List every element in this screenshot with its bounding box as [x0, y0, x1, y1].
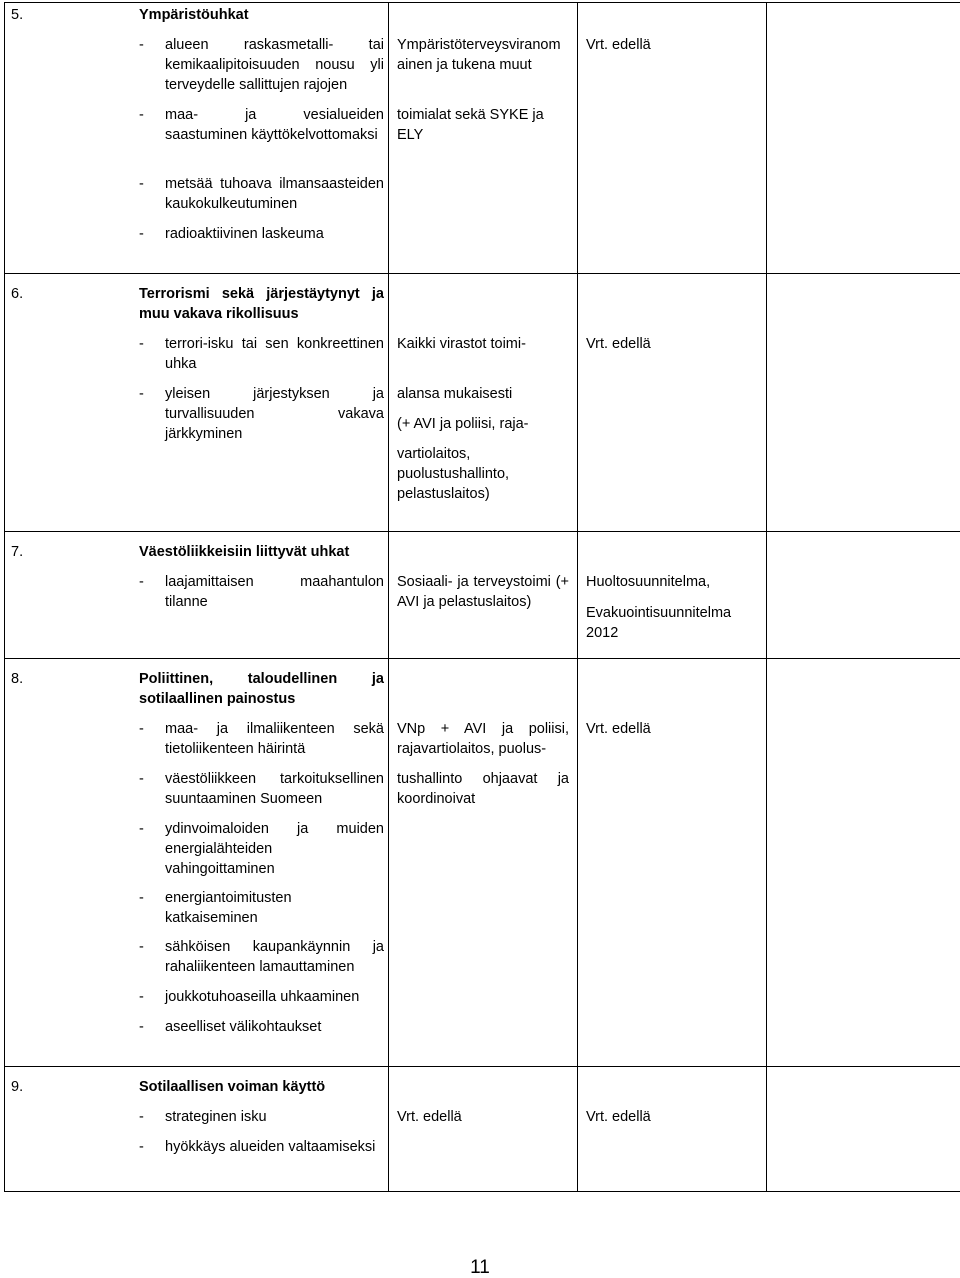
list-item [139, 105, 384, 145]
list-dash: - [139, 987, 144, 1007]
list-item-text: maa- ja vesialueiden saastuminen käyttökelvottomaksi [165, 105, 384, 145]
list-item-text: energiantoimitusten katkaiseminen [165, 888, 384, 928]
list-item-text: maa- ja ilmaliikenteen sekä tietoliikenteen häirintä [165, 719, 384, 759]
empty-cell [767, 1067, 960, 1192]
list-dash: - [139, 174, 144, 194]
list-dash: - [139, 937, 144, 957]
table-row [5, 1067, 960, 1192]
list-dash: - [139, 334, 144, 354]
section-number: 6. [11, 284, 23, 304]
plans-text: Vrt. edellä [586, 719, 758, 739]
authority-text: alansa mukaisesti [397, 384, 569, 404]
table-row [5, 532, 960, 659]
section-title: Sotilaallisen voiman käyttö [139, 1077, 382, 1097]
list-item-text: terrori-isku tai sen konkreettinen uhka [165, 334, 384, 374]
plans-cell [578, 659, 767, 1067]
list-item-text: väestöliikkeen tarkoituksellinen suuntaaminen Suomeen [165, 769, 384, 809]
list-item [139, 1107, 384, 1127]
threat-description-cell [5, 532, 389, 659]
list-item [139, 1137, 384, 1157]
list-item [139, 819, 384, 879]
authority-text: Vrt. edellä [397, 1107, 569, 1127]
list-item [139, 224, 384, 244]
list-item [139, 572, 384, 612]
list-item [139, 334, 384, 374]
list-item-text: ydinvoimaloiden ja muiden energialähteiden vahingoittaminen [165, 819, 384, 879]
plans-text: Vrt. edellä [586, 35, 758, 55]
plans-cell [578, 3, 767, 274]
list-dash: - [139, 224, 144, 244]
section-number: 9. [11, 1077, 23, 1097]
threat-description-cell [5, 659, 389, 1067]
list-item-text: hyökkäys alueiden valtaamiseksi [165, 1137, 384, 1157]
list-item-text: aseelliset välikohtaukset [165, 1017, 384, 1037]
list-item-text: alueen raskasmetalli- tai kemikaalipitoisuuden nousu yli terveydelle sallittujen rajojen [165, 35, 384, 95]
threat-table [4, 2, 960, 1192]
list-dash: - [139, 1107, 144, 1127]
table-row [5, 3, 960, 274]
authority-text: VNp + AVI ja poliisi, rajavartiolaitos, puolus- [397, 719, 569, 759]
plans-text: Evakuointisuunnitelma 2012 [586, 603, 766, 643]
empty-cell [767, 3, 960, 274]
list-item-text: metsää tuhoava ilmansaasteiden kaukokulkeutuminen [165, 174, 384, 214]
responsible-authority-cell [389, 274, 578, 532]
document-page [4, 2, 957, 1192]
plans-text: Vrt. edellä [586, 1107, 758, 1127]
list-item [139, 35, 384, 95]
list-dash: - [139, 35, 144, 55]
list-item [139, 769, 384, 809]
responsible-authority-cell [389, 1067, 578, 1192]
list-dash: - [139, 572, 144, 592]
plans-cell [578, 1067, 767, 1192]
authority-text: Kaikki virastot toimi- [397, 334, 569, 354]
list-item [139, 888, 384, 928]
section-number: 7. [11, 542, 23, 562]
authority-text: (+ AVI ja poliisi, raja- [397, 414, 569, 434]
list-dash: - [139, 769, 144, 789]
plans-text: Vrt. edellä [586, 334, 758, 354]
list-dash: - [139, 384, 144, 404]
section-title: Ympäristöuhkat [139, 5, 382, 25]
section-number: 5. [11, 5, 23, 25]
list-item-text: yleisen järjestyksen ja turvallisuuden vakava järkkyminen [165, 384, 384, 444]
list-item-text: strateginen isku [165, 1107, 384, 1127]
threat-description-cell [5, 3, 389, 274]
table-row [5, 659, 960, 1067]
list-item-text: laajamittaisen maahantulon tilanne [165, 572, 384, 612]
section-number: 8. [11, 669, 23, 689]
list-dash: - [139, 719, 144, 739]
list-item-text: radioaktiivinen laskeuma [165, 224, 384, 244]
table-row [5, 274, 960, 532]
responsible-authority-cell [389, 3, 578, 274]
empty-cell [767, 532, 960, 659]
authority-text: vartiolaitos, puolustushallinto, pelastuslaitos) [397, 444, 569, 504]
list-dash: - [139, 1017, 144, 1037]
authority-text: Ympäristöterveysviranom ainen ja tukena muut [397, 35, 569, 75]
list-item [139, 1017, 384, 1037]
empty-cell [767, 274, 960, 532]
list-item-text: sähköisen kaupankäynnin ja rahaliikenteen lamauttaminen [165, 937, 384, 977]
list-dash: - [139, 888, 144, 908]
responsible-authority-cell [389, 532, 578, 659]
list-item [139, 719, 384, 759]
section-title: Terrorismi sekä järjestäytynyt ja muu vakava rikollisuus [139, 284, 384, 324]
list-dash: - [139, 1137, 144, 1157]
section-title: Väestöliikkeisiin liittyvät uhkat [139, 542, 382, 562]
list-item-text: joukkotuhoaseilla uhkaaminen [165, 987, 384, 1007]
list-item [139, 937, 384, 977]
list-dash: - [139, 105, 144, 125]
threat-description-cell [5, 1067, 389, 1192]
authority-text: toimialat sekä SYKE ja ELY [397, 105, 569, 145]
page-number: 11 [0, 1258, 960, 1278]
list-item [139, 174, 384, 214]
list-dash: - [139, 819, 144, 839]
plans-text: Huoltosuunnitelma, [586, 572, 766, 592]
responsible-authority-cell [389, 659, 578, 1067]
threat-description-cell [5, 274, 389, 532]
plans-cell [578, 274, 767, 532]
section-title: Poliittinen, taloudellinen ja sotilaallinen painostus [139, 669, 384, 709]
list-item [139, 384, 384, 444]
empty-cell [767, 659, 960, 1067]
authority-text: tushallinto ohjaavat ja koordinoivat [397, 769, 569, 809]
plans-cell [578, 532, 767, 659]
authority-text: Sosiaali- ja terveystoimi (+ AVI ja pelastuslaitos) [397, 572, 569, 612]
list-item [139, 987, 384, 1007]
